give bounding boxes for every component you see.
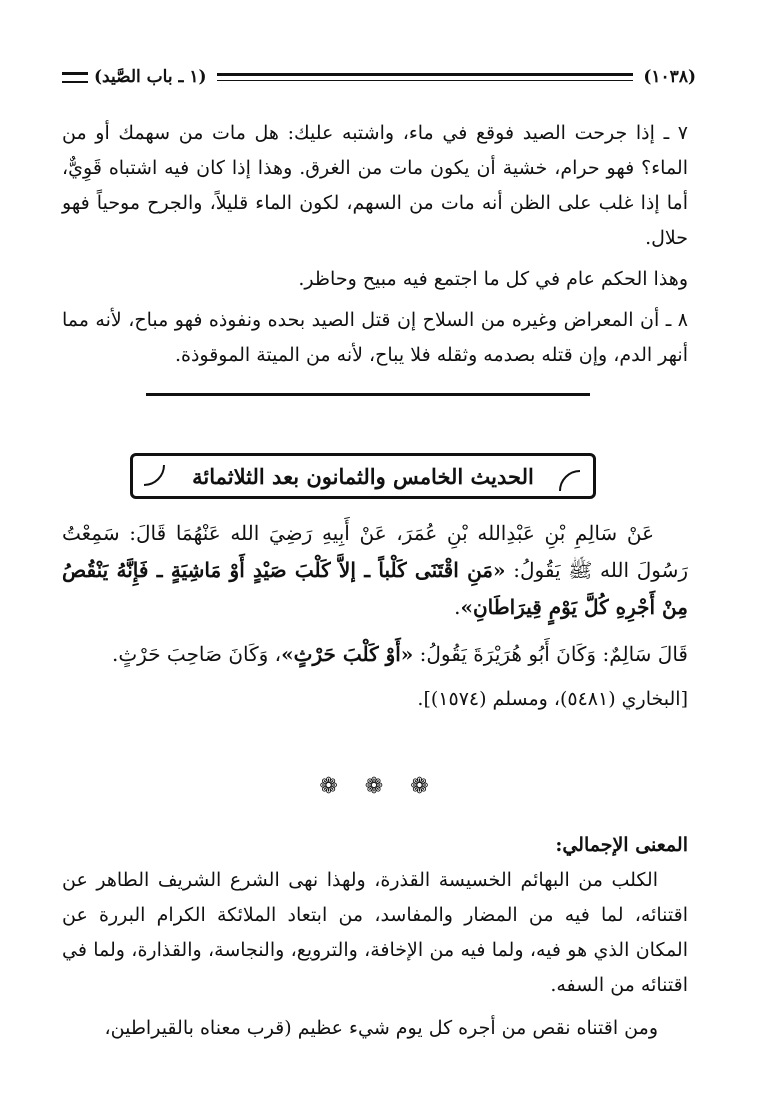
meaning-paragraph-2: [62, 1011, 688, 1046]
meaning-p2-text: ومن اقتناه نقص من أجره كل يوم شيء عظيم (قرب معناه بالقيراطين،: [104, 1017, 658, 1039]
hadith-block: [62, 515, 688, 718]
hadith-title-box: [130, 453, 596, 499]
title-corner-ornament: [559, 470, 601, 512]
meaning-paragraph-1: [62, 863, 688, 1003]
title-corner-ornament: [123, 444, 165, 486]
header-rule: [217, 73, 634, 81]
salem-statement: [62, 636, 688, 673]
meaning-block: [62, 828, 688, 1046]
hadith-source: [البخاري (٥٤٨١)، ومسلم (١٥٧٤)].: [417, 688, 688, 710]
top-text-block: [62, 116, 688, 373]
hadith-text: [62, 515, 688, 626]
hadith-quote: «مَنِ اقْتَنَى كَلْباً ـ إلاَّ كَلْبَ صَيْدٍ أَوْ مَاشِيَةٍ ـ فَإِنَّهُ يَنْقُصُ مِنْ أَجْرِهِ كُلَّ يَوْمٍ قِيرَاطَانِ»: [62, 558, 688, 619]
item-7-number: ٧ ـ: [663, 122, 688, 144]
hadith-end: .: [454, 595, 461, 619]
item-7-text: إذا جرحت الصيد فوقع في ماء، واشتبه عليك: هل مات من سهمك أو من الماء؟ فهو حرام، خشية أن يكون مات من الغرق. وهذا إذا كان فيه اشتباه قَوِيٌّ، أما إذا غلب على الظن أنه مات من السهم، لكون الماء قليلاً، والجرح موحياً فهو حلال.: [62, 122, 688, 249]
salem-quote: «أَوْ كَلْبَ حَرْثٍ»: [281, 642, 414, 666]
item-8-text: أن المعراض وغيره من السلاح إن قتل الصيد بحده ونفوذه فهو مباح، لأنه مما أنهر الدم، وإن قتله بصدمه وثقله فلا يباح، لأنه من الميتة الموقوذة.: [62, 309, 688, 366]
hadith-intro: عَنْ سَالِمِ بْنِ عَبْدِالله بْنِ عُمَرَ، عَنْ أَبِيهِ رَضِيَ الله عَنْهُمَا قَالَ: سَمِعْتُ رَسُولَ الله ﷺ يَقُولُ:: [62, 521, 689, 582]
salem-intro: قَالَ سَالِمٌ: وَكَانَ أَبُو هُرَيْرَةَ يَقُولُ:: [419, 642, 688, 666]
running-header: [62, 62, 696, 92]
hadith-title: الحديث الخامس والثمانون بعد الثلاثمائة: [192, 463, 534, 489]
section-divider: [146, 393, 590, 396]
item-8: [62, 303, 688, 373]
meaning-heading: المعنى الإجمالي:: [555, 834, 688, 856]
meaning-p1-text: الكلب من البهائم الخسيسة القذرة، ولهذا نهى الشرع الشريف الطاهر عن اقتنائه، لما فيه من المضار والمفاسد، من ابتعاد الملائكة الكرام البررة عن المكان الذي هو فيه، ولما فيه من الإخافة، والترويع، والنجاسة، والقذارة، ولما في اقتنائه من السفه.: [62, 869, 688, 996]
header-end-mark: [62, 72, 88, 83]
item-7: [62, 116, 688, 256]
general-rule: وهذا الحكم عام في كل ما اجتمع فيه مبيح وحاظر.: [298, 268, 688, 290]
separator-ornaments: ❁ ❁ ❁: [319, 774, 439, 799]
page-number: (١٠٣٨): [643, 67, 696, 87]
salem-end: ، وَكَانَ صَاحِبَ حَرْثٍ.: [111, 642, 282, 666]
item-8-number: ٨ ـ: [665, 309, 689, 331]
section-title: (١ ـ باب الصَّيد): [94, 67, 207, 87]
